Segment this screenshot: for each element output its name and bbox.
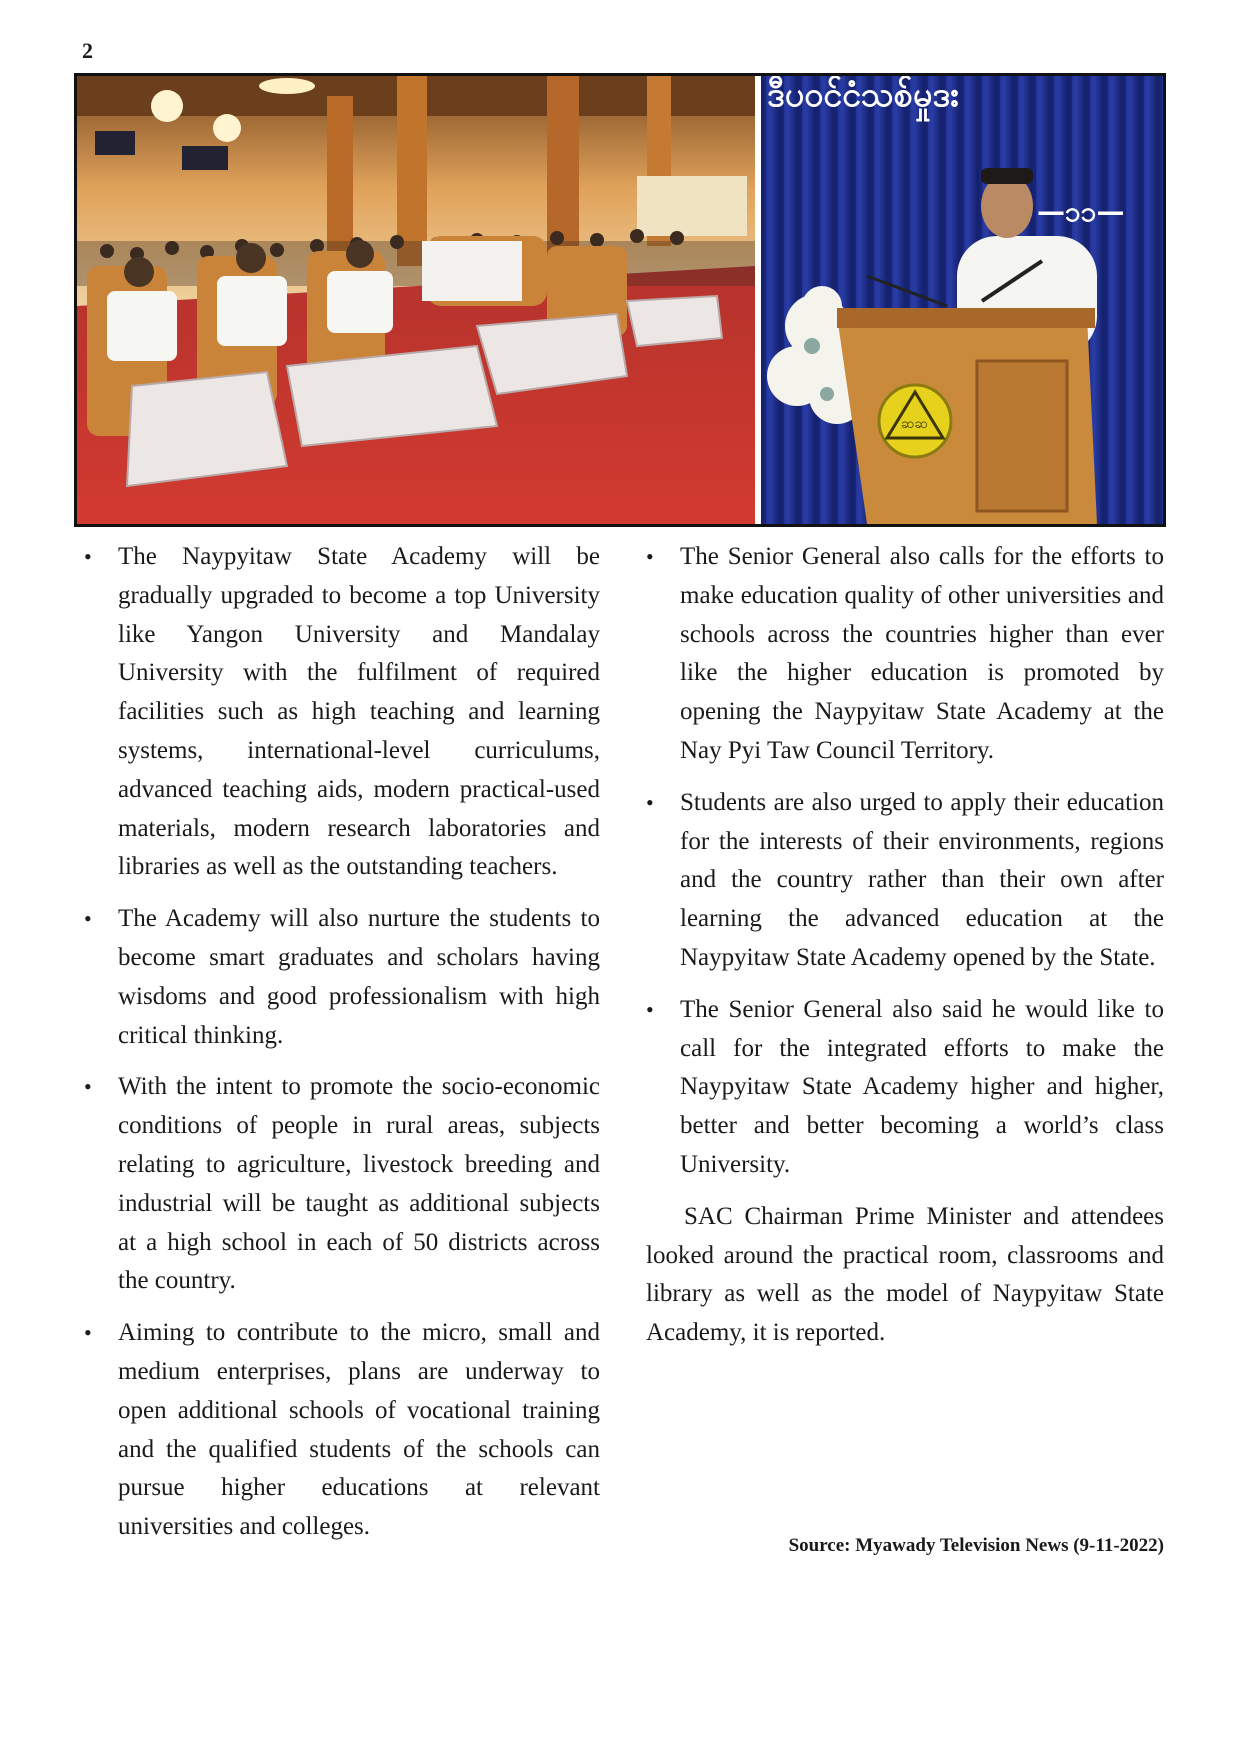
speaker-podium-photo <box>761 76 1163 524</box>
bullet-icon: • <box>84 1320 92 1346</box>
photo-strip <box>74 73 1166 527</box>
list-item <box>84 538 600 887</box>
podium-emblem-text: ဆဆ <box>901 416 929 432</box>
list-item <box>84 1068 600 1301</box>
left-column <box>84 538 600 1560</box>
list-item <box>646 991 1164 1185</box>
list-item <box>646 784 1164 978</box>
list-item <box>84 1314 600 1547</box>
list-item <box>646 538 1164 771</box>
bullet-icon: • <box>646 544 654 569</box>
bullet-text: Students are also urged to apply their education for the interests of their environments, regions and the country rather than their own after learning the advanced education at the Naypyitaw State Academy opened by the State. <box>680 788 1164 971</box>
event-photos <box>77 76 1163 524</box>
banner-number: —၁၁— <box>1037 195 1125 228</box>
bullet-text: The Academy will also nurture the students to become smart graduates and scholars having wisdoms and good professionalism with high critical thinking. <box>118 905 600 1049</box>
page-number: 2 <box>82 38 93 63</box>
bullet-text: The Senior General also said he would like to call for the integrated efforts to make the Naypyitaw State Academy higher and higher, better and better becoming a world’s class University. <box>680 995 1164 1178</box>
source-citation: Source: Myawady Television News (9-11-2022) <box>788 1535 1164 1556</box>
bullet-text: Aiming to contribute to the micro, small and medium enterprises, plans are underway to open additional schools of vocational training and the qualified students of the schools can pursue higher educations at relevant universities and colleges. <box>118 1319 600 1541</box>
bullet-icon: • <box>84 544 92 569</box>
bullet-icon: • <box>84 906 92 932</box>
bullet-icon: • <box>646 789 654 815</box>
banner-text: ဒီပဝင်ငံသစ်မှုဒး <box>767 76 959 115</box>
closing-paragraph: SAC Chairman Prime Minister and attendees looked around the practical room, classrooms and library as well as the model of Naypyitaw State Academy, it is reported. <box>646 1202 1164 1347</box>
bullet-text: With the intent to promote the socio-economic conditions of people in rural areas, subjects relating to agriculture, livestock breeding and industrial will be taught as additional subjects at a high school in each of 50 districts across the country. <box>118 1073 600 1295</box>
bullet-text: The Senior General also calls for the efforts to make education quality of other universities and schools across the countries higher than ever like the higher education is promoted by opening the Naypyitaw State Academy at the Nay Pyi Taw Council Territory. <box>680 543 1164 764</box>
bullet-icon: • <box>84 1074 92 1100</box>
right-column <box>646 538 1164 1353</box>
list-item <box>84 900 600 1055</box>
bullet-icon: • <box>646 996 654 1022</box>
audience-hall-photo <box>77 76 755 524</box>
bullet-text: The Naypyitaw State Academy will be gradually upgraded to become a top University like Yangon University and Mandalay University with the fulfilment of required facilities such as high teaching and learning systems, international-level curriculums, advanced teaching aids, modern practical-used materials, modern research laboratories and libraries as well as the outstanding teachers. <box>118 543 600 881</box>
